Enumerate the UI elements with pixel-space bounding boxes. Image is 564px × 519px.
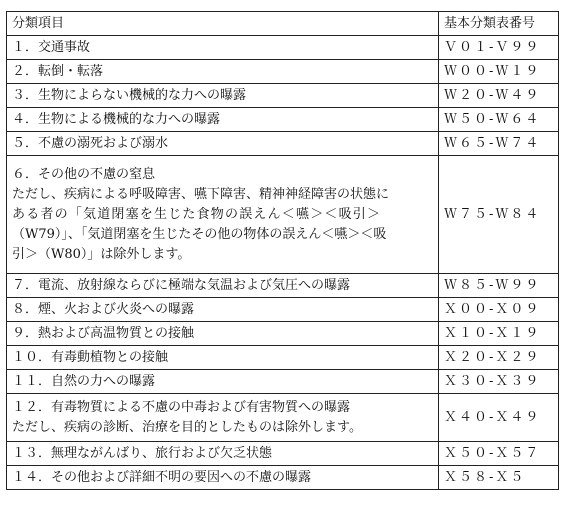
exclusion-note-line: 引＞（W80）」は除外します。: [12, 246, 191, 262]
code-cell: Ｗ７５-Ｗ８４: [439, 156, 559, 274]
header-code: 基本分類表番号: [439, 12, 559, 36]
table-row: [7, 274, 559, 298]
category-cell: [7, 394, 439, 442]
category-cell: ２．転倒・転落: [7, 60, 439, 84]
category-title: ６．その他の不慮の窒息: [12, 166, 156, 182]
table-row: [7, 370, 559, 394]
table-row: [7, 466, 559, 490]
category-cell: ８．煙、火および火炎への曝露: [7, 298, 439, 322]
table-row: [7, 84, 559, 108]
table-row: [7, 346, 559, 370]
category-cell: １．交通事故: [7, 36, 439, 60]
exclusion-note-line: ある者の「気道閉塞を生じた食物の誤えん＜嚥＞＜吸引＞: [12, 206, 382, 222]
table-row: [7, 322, 559, 346]
table-row: [7, 60, 559, 84]
exclusion-note-line: （W79）」、「気道閉塞を生じたその他の物体の誤えん＜嚥＞＜吸: [12, 226, 387, 242]
table-row: [7, 156, 559, 274]
accident-classification-table: [6, 11, 559, 490]
code-cell: Ｗ８５-Ｗ９９: [439, 274, 559, 298]
category-cell: １４．その他および詳細不明の要因への不慮の曝露: [7, 466, 439, 490]
category-cell: ９．熱および高温物質との接触: [7, 322, 439, 346]
category-cell: [7, 156, 439, 274]
exclusion-note-line: ただし、疾病による呼吸障害、嚥下障害、精神神経障害の状態に: [12, 186, 390, 202]
code-cell: Ｗ００-Ｗ１９: [439, 60, 559, 84]
header-row: [7, 12, 559, 36]
table-row: [7, 36, 559, 60]
code-cell: Ｘ００-Ｘ０９: [439, 298, 559, 322]
category-cell: １１．自然の力への曝露: [7, 370, 439, 394]
table-row: [7, 298, 559, 322]
category-cell: １０．有毒動植物との接触: [7, 346, 439, 370]
category-cell: ７．電流、放射線ならびに極端な気温および気圧への曝露: [7, 274, 439, 298]
code-cell: Ｗ６５-Ｗ７４: [439, 132, 559, 156]
table-row: [7, 132, 559, 156]
category-cell: ４．生物による機械的な力への曝露: [7, 108, 439, 132]
code-cell: Ｗ２０-Ｗ４９: [439, 84, 559, 108]
exclusion-note-line: ただし、疾病の診断、治療を目的としたものは除外します。: [12, 419, 362, 435]
code-cell: Ｘ５０-Ｘ５７: [439, 442, 559, 466]
table-row: [7, 394, 559, 442]
code-cell: Ｖ０１-Ｖ９９: [439, 36, 559, 60]
category-cell: １３．無理ながんばり、旅行および欠乏状態: [7, 442, 439, 466]
code-cell: Ｘ１０-Ｘ１９: [439, 322, 559, 346]
category-title: １２．有毒物質による不慮の中毒および有害物質への曝露: [12, 399, 351, 415]
code-cell: Ｘ３０-Ｘ３９: [439, 370, 559, 394]
code-cell: Ｘ２０-Ｘ２９: [439, 346, 559, 370]
header-category: 分類項目: [7, 12, 439, 36]
table-row: [7, 442, 559, 466]
category-cell: ３．生物によらない機械的な力への曝露: [7, 84, 439, 108]
code-cell: Ｘ４０-Ｘ４９: [439, 394, 559, 442]
table-row: [7, 108, 559, 132]
code-cell: Ｘ５８-Ｘ５: [439, 466, 559, 490]
code-cell: Ｗ５０-Ｗ６４: [439, 108, 559, 132]
category-cell: ５．不慮の溺死および溺水: [7, 132, 439, 156]
